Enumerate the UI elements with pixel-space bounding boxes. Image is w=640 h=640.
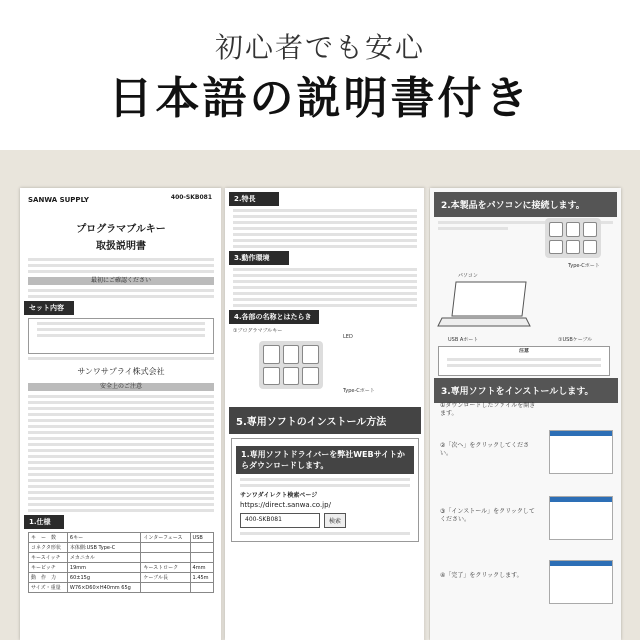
text-line — [37, 328, 205, 331]
spec-row — [29, 543, 214, 553]
search-button[interactable]: 検索 — [324, 513, 346, 528]
text-line — [233, 227, 417, 230]
install-step-1: 1.専用ソフトドライバーを弊社WEBサイトからダウンロードします。 — [236, 446, 414, 474]
text-line — [233, 209, 417, 212]
spec-cell: キーピッチ — [29, 563, 68, 573]
text-line — [447, 364, 601, 367]
url: https://direct.sanwa.co.jp/ — [240, 501, 331, 509]
text-line — [28, 258, 214, 261]
spec-row — [29, 553, 214, 563]
text-line — [28, 401, 214, 404]
spec-cell: 動 作 力 — [29, 573, 68, 583]
text-line — [28, 437, 214, 440]
text-line — [233, 233, 417, 236]
text-line — [233, 298, 417, 301]
warning-bar: 最初にご確認ください — [28, 277, 214, 285]
text-line — [233, 274, 417, 277]
text-line — [233, 239, 417, 242]
spec-cell: キースイッチ — [29, 553, 68, 563]
features-header: 2.特長 — [229, 192, 279, 206]
installer-screenshot — [549, 430, 613, 474]
set-contents-label: セット内容 — [24, 301, 74, 315]
text-line — [233, 268, 417, 271]
spec-cell: サイズ・重量 — [29, 583, 68, 593]
text-line — [37, 322, 205, 325]
brand-logo: SANWA SUPPLY — [28, 196, 90, 204]
spec-cell: W76×D60×H40mm 65g — [67, 583, 140, 593]
text-line — [28, 425, 214, 428]
text-line — [28, 473, 214, 476]
keypad-illustration — [545, 218, 601, 258]
text-line — [233, 280, 417, 283]
url-label: サンワダイレクト検索ページ — [240, 492, 318, 499]
spec-row — [29, 533, 214, 543]
text-line — [28, 479, 214, 482]
hero-subtitle: 初心者でも安心 — [214, 31, 425, 64]
install-step-box — [231, 438, 419, 542]
text-line — [28, 467, 214, 470]
text-line — [233, 304, 417, 307]
typec-label: Type-Cポート — [568, 263, 600, 269]
manual-page-3 — [430, 188, 621, 640]
key — [283, 345, 300, 364]
spec-cell — [141, 543, 190, 553]
text-line — [28, 289, 214, 292]
text-line — [28, 443, 214, 446]
text-line — [28, 413, 214, 416]
text-line — [28, 509, 214, 512]
label-typec: Type-Cポート — [343, 388, 375, 394]
spec-cell: 1.45m — [190, 573, 213, 583]
text-line — [447, 358, 601, 361]
spec-cell: キ ー 数 — [29, 533, 68, 543]
text-line — [233, 245, 417, 248]
key — [583, 222, 597, 237]
text-line — [28, 431, 214, 434]
key — [549, 240, 563, 255]
key — [263, 345, 280, 364]
usb-label: USB Aポート — [448, 337, 479, 343]
text-line — [233, 221, 417, 224]
installer-screenshot — [549, 560, 613, 604]
spec-cell: 4mm — [190, 563, 213, 573]
text-line — [28, 461, 214, 464]
install-step-1: ①ダウンロードしたファイルを開きます。 — [440, 402, 536, 417]
pc-label: パソコン — [458, 273, 478, 279]
install-step-2: ②「次へ」をクリックしてください。 — [440, 442, 530, 457]
spec-row — [29, 563, 214, 573]
install-step-3: ③「インストール」をクリックしてください。 — [440, 508, 535, 523]
spec-cell — [190, 553, 213, 563]
part-names-header: 4.各部の名称とはたらき — [229, 310, 319, 324]
part-diagram — [225, 327, 425, 403]
spec-row — [29, 573, 214, 583]
key — [583, 240, 597, 255]
text-line — [28, 485, 214, 488]
keypad-illustration — [259, 341, 323, 389]
text-line — [240, 484, 410, 487]
text-line — [28, 270, 214, 273]
environment-header: 3.動作環境 — [229, 251, 289, 265]
laptop-illustration — [436, 280, 531, 332]
note-label: 注意 — [518, 348, 529, 354]
key — [566, 240, 580, 255]
set-contents-box — [28, 318, 214, 354]
manual-subtitle: 取扱説明書 — [96, 241, 146, 252]
spec-cell: 19mm — [67, 563, 140, 573]
company-name: サンワサプライ株式会社 — [77, 367, 165, 376]
text-line — [28, 449, 214, 452]
spec-cell — [190, 583, 213, 593]
label-led: LED — [343, 334, 353, 340]
spec-cell: インターフェース — [141, 533, 190, 543]
spec-cell: 本体側:USB Type-C — [67, 543, 140, 553]
spec-header: 1.仕様 — [24, 515, 64, 529]
spec-cell: 6キー — [67, 533, 140, 543]
install-step-4: ④「完了」をクリックします。 — [440, 572, 523, 579]
key — [566, 222, 580, 237]
installer-screenshot — [549, 496, 613, 540]
spec-table — [28, 532, 214, 593]
text-line — [28, 295, 214, 298]
note-box — [438, 346, 610, 376]
text-line — [28, 357, 214, 360]
model-number: 400-SKB081 — [170, 194, 212, 201]
spec-cell: メカニカル — [67, 553, 140, 563]
key — [283, 367, 300, 386]
safety-bar: 安全上のご注意 — [28, 383, 214, 391]
spec-cell: ケーブル長 — [141, 573, 190, 583]
spec-cell: キーストローク — [141, 563, 190, 573]
hero-banner — [0, 0, 640, 150]
text-line — [233, 292, 417, 295]
text-line — [28, 407, 214, 410]
spec-cell: USB — [190, 533, 213, 543]
text-line — [28, 491, 214, 494]
search-row — [240, 513, 410, 528]
manual-page-2 — [225, 188, 425, 640]
install-header: 5.専用ソフトのインストール方法 — [229, 407, 421, 434]
key — [549, 222, 563, 237]
text-line — [240, 478, 410, 481]
text-line — [233, 286, 417, 289]
text-line — [233, 215, 417, 218]
page-fold — [424, 188, 429, 640]
text-line — [28, 264, 214, 267]
text-line — [37, 334, 205, 337]
search-input[interactable]: 400-SKB081 — [240, 513, 320, 528]
spec-cell: コネクタ形状 — [29, 543, 68, 553]
text-line — [28, 419, 214, 422]
spec-cell: 60±15g — [67, 573, 140, 583]
manual-title: プログラマブルキー — [76, 224, 166, 235]
install-header: 3.専用ソフトをインストールします。 — [434, 378, 618, 403]
spec-cell — [141, 583, 190, 593]
hero-title: 日本語の説明書付き — [108, 73, 532, 124]
text-line — [28, 497, 214, 500]
text-line — [240, 532, 410, 535]
manual-page-1 — [20, 188, 222, 640]
spec-cell — [141, 553, 190, 563]
spec-row — [29, 583, 214, 593]
cable-label: ①USBケーブル — [558, 337, 593, 343]
key — [302, 367, 319, 386]
spec-cell — [190, 543, 213, 553]
text-line — [28, 455, 214, 458]
connect-header: 2.本製品をパソコンに接続します。 — [434, 192, 617, 217]
text-line — [28, 395, 214, 398]
key — [302, 345, 319, 364]
label-keys: ①プログラマブルキー — [233, 328, 283, 334]
text-line — [438, 227, 508, 230]
key — [263, 367, 280, 386]
text-line — [28, 503, 214, 506]
